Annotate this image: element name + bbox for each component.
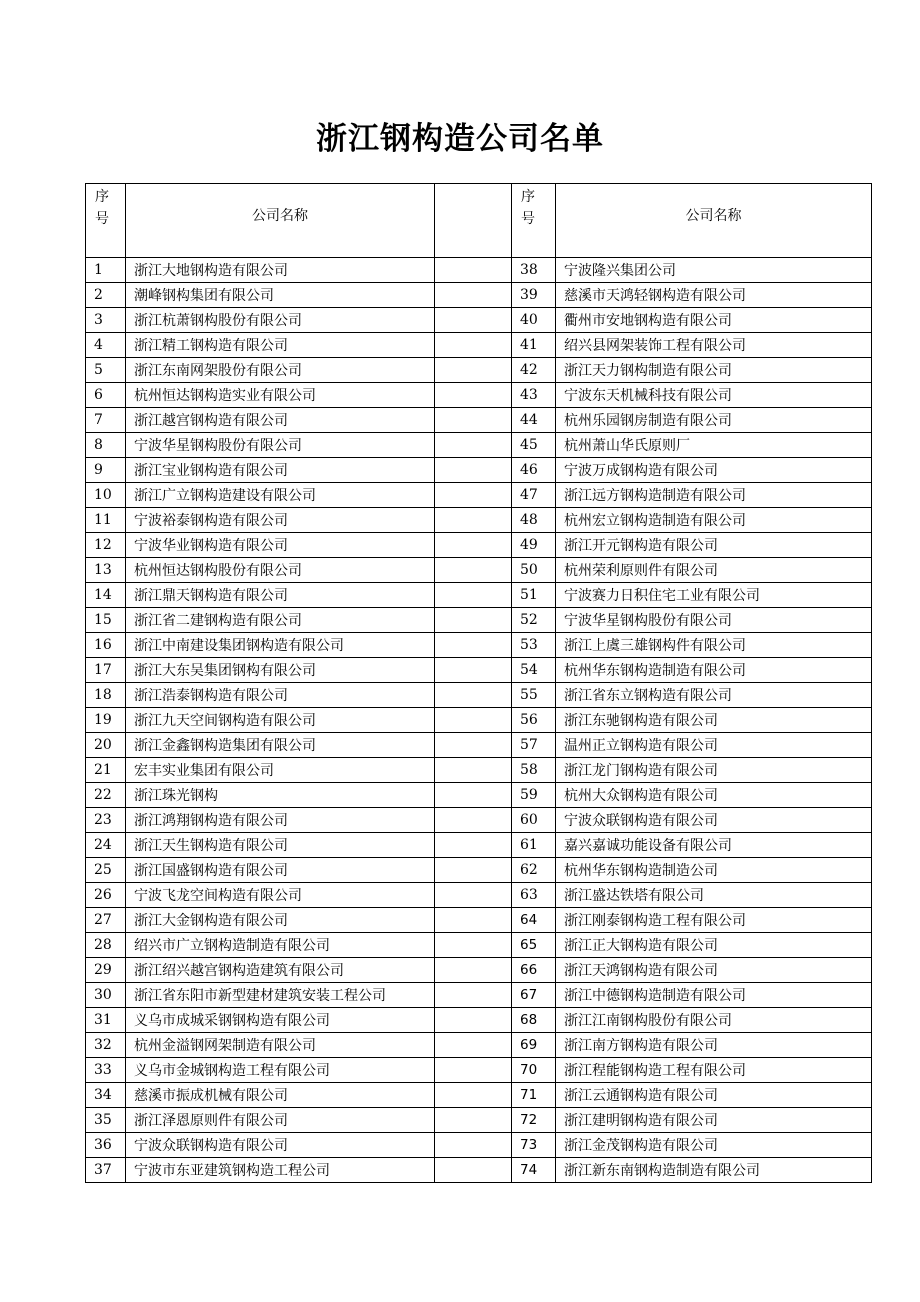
company-name: 浙江大东吴集团钢构有限公司 — [126, 658, 435, 683]
company-name-right: 杭州华东钢构造制造有限公司 — [556, 658, 872, 683]
seq-header-line2: 号 — [95, 211, 109, 227]
row-number: 24 — [86, 833, 126, 858]
spacer-cell — [435, 383, 512, 408]
spacer-cell — [435, 858, 512, 883]
table-row — [86, 458, 872, 483]
company-name: 绍兴市广立钢构造制造有限公司 — [126, 933, 435, 958]
row-number: 18 — [86, 683, 126, 708]
table-row — [86, 1008, 872, 1033]
company-name: 浙江广立钢构造建设有限公司 — [126, 483, 435, 508]
row-number: 28 — [86, 933, 126, 958]
company-name: 宁波华星钢构股份有限公司 — [126, 433, 435, 458]
row-number-right: 40 — [512, 308, 556, 333]
row-number-right: 59 — [512, 783, 556, 808]
row-number-right: 52 — [512, 608, 556, 633]
company-name-right: 浙江程能钢构造工程有限公司 — [556, 1058, 872, 1083]
company-name: 浙江杭萧钢构股份有限公司 — [126, 308, 435, 333]
company-name: 杭州金溢钢网架制造有限公司 — [126, 1033, 435, 1058]
spacer-cell — [435, 933, 512, 958]
row-number: 30 — [86, 983, 126, 1008]
row-number: 31 — [86, 1008, 126, 1033]
table-row — [86, 858, 872, 883]
table-row — [86, 483, 872, 508]
company-name-right: 浙江南方钢构造有限公司 — [556, 1033, 872, 1058]
spacer-cell — [435, 733, 512, 758]
company-name: 浙江省二建钢构造有限公司 — [126, 608, 435, 633]
company-name-right: 浙江远方钢构造制造有限公司 — [556, 483, 872, 508]
company-name-right: 浙江正大钢构造有限公司 — [556, 933, 872, 958]
spacer-cell — [435, 783, 512, 808]
spacer-cell — [435, 1033, 512, 1058]
spacer-cell — [435, 608, 512, 633]
row-number: 34 — [86, 1083, 126, 1108]
company-name: 慈溪市振成机械有限公司 — [126, 1083, 435, 1108]
spacer-cell — [435, 483, 512, 508]
company-name-right: 浙江中德钢构造制造有限公司 — [556, 983, 872, 1008]
company-name-right: 浙江上虞三雄钢构件有限公司 — [556, 633, 872, 658]
table-row — [86, 658, 872, 683]
company-name: 宁波裕泰钢构造有限公司 — [126, 508, 435, 533]
table-row — [86, 383, 872, 408]
company-name-right: 温州正立钢构造有限公司 — [556, 733, 872, 758]
table-row — [86, 333, 872, 358]
company-name-right: 绍兴县网架装饰工程有限公司 — [556, 333, 872, 358]
company-name: 浙江大金钢构造有限公司 — [126, 908, 435, 933]
company-name: 浙江珠光钢构 — [126, 783, 435, 808]
row-number-right: 39 — [512, 283, 556, 308]
company-name: 潮峰钢构集团有限公司 — [126, 283, 435, 308]
spacer-cell — [435, 508, 512, 533]
table-row — [86, 983, 872, 1008]
row-number: 25 — [86, 858, 126, 883]
company-name-right: 浙江新东南钢构造制造有限公司 — [556, 1158, 872, 1183]
table-row — [86, 933, 872, 958]
table-row — [86, 683, 872, 708]
row-number: 21 — [86, 758, 126, 783]
row-number-right: 55 — [512, 683, 556, 708]
row-number: 16 — [86, 633, 126, 658]
table-row — [86, 1083, 872, 1108]
row-number-right: 38 — [512, 258, 556, 283]
company-name-right: 浙江天鸿钢构造有限公司 — [556, 958, 872, 983]
row-number-right: 66 — [512, 958, 556, 983]
row-number: 37 — [86, 1158, 126, 1183]
company-name: 浙江鸿翔钢构造有限公司 — [126, 808, 435, 833]
table-row — [86, 358, 872, 383]
spacer-cell — [435, 633, 512, 658]
table-row — [86, 633, 872, 658]
spacer-cell — [435, 333, 512, 358]
company-name: 浙江大地钢构造有限公司 — [126, 258, 435, 283]
row-number: 13 — [86, 558, 126, 583]
company-name-right: 宁波华星钢构股份有限公司 — [556, 608, 872, 633]
spacer-cell — [435, 683, 512, 708]
row-number: 11 — [86, 508, 126, 533]
seq-header-right — [512, 184, 556, 258]
table-row — [86, 608, 872, 633]
row-number-right: 60 — [512, 808, 556, 833]
row-number: 12 — [86, 533, 126, 558]
company-name: 浙江宝业钢构造有限公司 — [126, 458, 435, 483]
company-name-right: 宁波万成钢构造有限公司 — [556, 458, 872, 483]
row-number: 23 — [86, 808, 126, 833]
row-number: 27 — [86, 908, 126, 933]
row-number: 5 — [86, 358, 126, 383]
company-name-right: 宁波东天机械科技有限公司 — [556, 383, 872, 408]
spacer-cell — [435, 658, 512, 683]
spacer-cell — [435, 1133, 512, 1158]
spacer-cell — [435, 1058, 512, 1083]
row-number: 29 — [86, 958, 126, 983]
table-row — [86, 783, 872, 808]
table-row — [86, 583, 872, 608]
company-name-right: 浙江江南钢构股份有限公司 — [556, 1008, 872, 1033]
company-name-right: 杭州大众钢构造有限公司 — [556, 783, 872, 808]
page-title: 浙江钢构造公司名单 — [316, 121, 604, 157]
row-number-right: 53 — [512, 633, 556, 658]
company-name-right: 浙江龙门钢构造有限公司 — [556, 758, 872, 783]
company-name: 浙江绍兴越宫钢构造建筑有限公司 — [126, 958, 435, 983]
company-table — [85, 183, 872, 1183]
row-number: 17 — [86, 658, 126, 683]
spacer-cell — [435, 533, 512, 558]
spacer-cell — [435, 458, 512, 483]
spacer-cell — [435, 283, 512, 308]
row-number-right: 64 — [512, 908, 556, 933]
row-number: 7 — [86, 408, 126, 433]
row-number: 1 — [86, 258, 126, 283]
company-name: 浙江九天空间钢构造有限公司 — [126, 708, 435, 733]
company-name: 浙江泽恩原则件有限公司 — [126, 1108, 435, 1133]
seq-header-right-line1: 序 — [521, 189, 535, 205]
company-name: 浙江金鑫钢构造集团有限公司 — [126, 733, 435, 758]
company-name: 义乌市成城采钢钢构造有限公司 — [126, 1008, 435, 1033]
spacer-cell — [435, 558, 512, 583]
company-name-right: 浙江建明钢构造有限公司 — [556, 1108, 872, 1133]
seq-header-right-line2: 号 — [521, 211, 535, 227]
row-number-right: 70 — [512, 1058, 556, 1083]
company-name-right: 浙江盛达铁塔有限公司 — [556, 883, 872, 908]
table-row — [86, 758, 872, 783]
company-name: 浙江越宫钢构造有限公司 — [126, 408, 435, 433]
table-row — [86, 908, 872, 933]
row-number-right: 65 — [512, 933, 556, 958]
company-name: 宏丰实业集团有限公司 — [126, 758, 435, 783]
spacer-cell — [435, 958, 512, 983]
spacer-cell — [435, 358, 512, 383]
table-row — [86, 433, 872, 458]
row-number: 33 — [86, 1058, 126, 1083]
company-name: 宁波飞龙空间构造有限公司 — [126, 883, 435, 908]
row-number-right: 48 — [512, 508, 556, 533]
name-header-right: 公司名称 — [556, 184, 872, 258]
company-name-right: 浙江刚泰钢构造工程有限公司 — [556, 908, 872, 933]
spacer-cell — [435, 983, 512, 1008]
table-row — [86, 283, 872, 308]
row-number-right: 54 — [512, 658, 556, 683]
company-name-right: 浙江东驰钢构造有限公司 — [556, 708, 872, 733]
row-number-right: 72 — [512, 1108, 556, 1133]
company-name-right: 浙江天力钢构制造有限公司 — [556, 358, 872, 383]
row-number: 35 — [86, 1108, 126, 1133]
company-name: 杭州恒达钢构股份有限公司 — [126, 558, 435, 583]
table-row — [86, 308, 872, 333]
company-name: 浙江浩泰钢构造有限公司 — [126, 683, 435, 708]
table-row — [86, 1033, 872, 1058]
company-table-body — [86, 184, 872, 1183]
spacer-cell — [435, 1083, 512, 1108]
spacer-cell — [435, 1008, 512, 1033]
row-number: 10 — [86, 483, 126, 508]
spacer-cell — [435, 808, 512, 833]
table-row — [86, 408, 872, 433]
spacer-cell — [435, 583, 512, 608]
row-number: 22 — [86, 783, 126, 808]
company-name: 浙江省东阳市新型建材建筑安装工程公司 — [126, 983, 435, 1008]
spacer-cell — [435, 1108, 512, 1133]
row-number-right: 49 — [512, 533, 556, 558]
table-row — [86, 958, 872, 983]
company-name-right: 浙江金茂钢构造有限公司 — [556, 1133, 872, 1158]
row-number: 32 — [86, 1033, 126, 1058]
company-name-right: 衢州市安地钢构造有限公司 — [556, 308, 872, 333]
row-number: 26 — [86, 883, 126, 908]
row-number-right: 41 — [512, 333, 556, 358]
seq-header — [86, 184, 126, 258]
row-number-right: 47 — [512, 483, 556, 508]
table-row — [86, 733, 872, 758]
row-number-right: 69 — [512, 1033, 556, 1058]
row-number-right: 46 — [512, 458, 556, 483]
company-name-right: 嘉兴嘉诚功能设备有限公司 — [556, 833, 872, 858]
company-name-right: 杭州宏立钢构造制造有限公司 — [556, 508, 872, 533]
company-name-right: 宁波赛力日积住宅工业有限公司 — [556, 583, 872, 608]
company-name: 浙江国盛钢构造有限公司 — [126, 858, 435, 883]
row-number: 15 — [86, 608, 126, 633]
row-number-right: 63 — [512, 883, 556, 908]
company-name: 浙江天生钢构造有限公司 — [126, 833, 435, 858]
spacer-cell — [435, 433, 512, 458]
spacer-cell — [435, 708, 512, 733]
row-number: 2 — [86, 283, 126, 308]
table-row — [86, 533, 872, 558]
table-row — [86, 1133, 872, 1158]
table-header-row — [86, 184, 872, 258]
row-number: 20 — [86, 733, 126, 758]
row-number: 14 — [86, 583, 126, 608]
row-number-right: 42 — [512, 358, 556, 383]
spacer-column — [435, 184, 512, 258]
company-name: 杭州恒达钢构造实业有限公司 — [126, 383, 435, 408]
table-row — [86, 1158, 872, 1183]
row-number-right: 44 — [512, 408, 556, 433]
row-number: 3 — [86, 308, 126, 333]
row-number-right: 43 — [512, 383, 556, 408]
table-row — [86, 833, 872, 858]
company-name: 浙江东南网架股份有限公司 — [126, 358, 435, 383]
table-row — [86, 558, 872, 583]
company-name-right: 杭州华东钢构造制造公司 — [556, 858, 872, 883]
name-header: 公司名称 — [126, 184, 435, 258]
company-name: 宁波众联钢构造有限公司 — [126, 1133, 435, 1158]
row-number-right: 57 — [512, 733, 556, 758]
row-number-right: 62 — [512, 858, 556, 883]
company-name-right: 浙江开元钢构造有限公司 — [556, 533, 872, 558]
spacer-cell — [435, 1158, 512, 1183]
row-number-right: 45 — [512, 433, 556, 458]
row-number: 8 — [86, 433, 126, 458]
company-name: 义乌市金城钢构造工程有限公司 — [126, 1058, 435, 1083]
row-number-right: 68 — [512, 1008, 556, 1033]
company-name-right: 慈溪市天鸿轻钢构造有限公司 — [556, 283, 872, 308]
row-number-right: 61 — [512, 833, 556, 858]
spacer-cell — [435, 758, 512, 783]
spacer-cell — [435, 908, 512, 933]
table-row — [86, 808, 872, 833]
company-name: 宁波市东亚建筑钢构造工程公司 — [126, 1158, 435, 1183]
row-number-right: 58 — [512, 758, 556, 783]
spacer-cell — [435, 833, 512, 858]
seq-header-line1: 序 — [95, 189, 109, 205]
row-number: 19 — [86, 708, 126, 733]
row-number-right: 67 — [512, 983, 556, 1008]
spacer-cell — [435, 258, 512, 283]
row-number: 4 — [86, 333, 126, 358]
company-name-right: 杭州荣利原则件有限公司 — [556, 558, 872, 583]
row-number-right: 56 — [512, 708, 556, 733]
company-name-right: 杭州萧山华氏原则厂 — [556, 433, 872, 458]
row-number: 9 — [86, 458, 126, 483]
company-name-right: 浙江省东立钢构造有限公司 — [556, 683, 872, 708]
table-row — [86, 508, 872, 533]
company-name: 浙江中南建设集团钢构造有限公司 — [126, 633, 435, 658]
company-name-right: 宁波隆兴集团公司 — [556, 258, 872, 283]
row-number-right: 73 — [512, 1133, 556, 1158]
table-row — [86, 1058, 872, 1083]
row-number-right: 50 — [512, 558, 556, 583]
row-number: 6 — [86, 383, 126, 408]
table-row — [86, 708, 872, 733]
spacer-cell — [435, 883, 512, 908]
table-row — [86, 1108, 872, 1133]
company-name: 宁波华业钢构造有限公司 — [126, 533, 435, 558]
row-number-right: 71 — [512, 1083, 556, 1108]
company-name: 浙江精工钢构造有限公司 — [126, 333, 435, 358]
company-name-right: 浙江云通钢构造有限公司 — [556, 1083, 872, 1108]
spacer-cell — [435, 308, 512, 333]
row-number-right: 51 — [512, 583, 556, 608]
company-name: 浙江鼎天钢构造有限公司 — [126, 583, 435, 608]
table-row — [86, 258, 872, 283]
spacer-cell — [435, 408, 512, 433]
table-row — [86, 883, 872, 908]
company-name-right: 宁波众联钢构造有限公司 — [556, 808, 872, 833]
row-number: 36 — [86, 1133, 126, 1158]
row-number-right: 74 — [512, 1158, 556, 1183]
company-name-right: 杭州乐园钢房制造有限公司 — [556, 408, 872, 433]
